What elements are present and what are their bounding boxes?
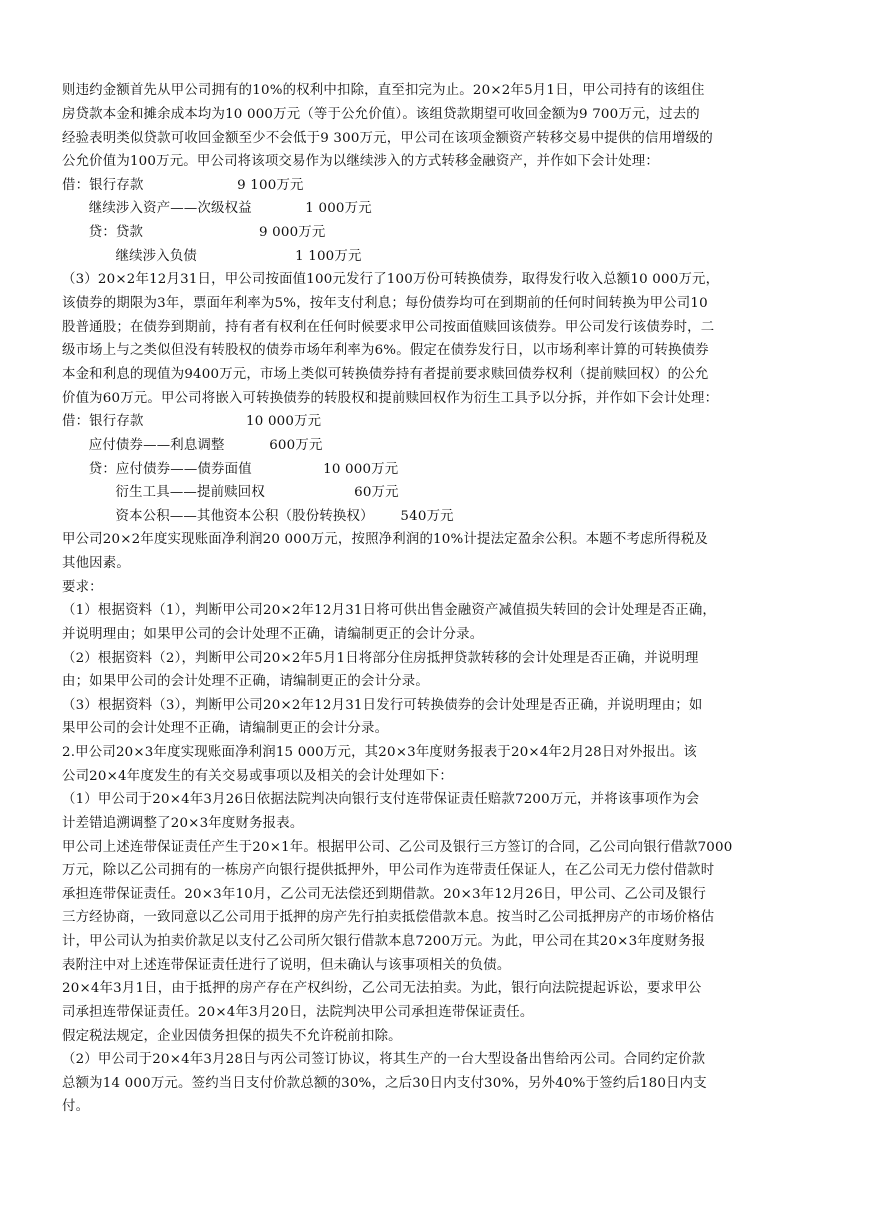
journal-debit-line: 借：银行存款 9 100万元: [62, 178, 304, 193]
text-line: （3）20×2年12月31日，甲公司按面值100元发行了100万份可转换债券，取得发行收入总额10 000万元，: [62, 272, 720, 287]
text-line: 计差错追溯调整了20×3年度财务报表。: [62, 816, 304, 831]
text-line: 果甲公司的会计处理不正确，请编制更正的会计分录。: [62, 721, 389, 736]
text-line: （1）甲公司于20×4年3月26日依据法院判决向银行支付连带保证责任赔款7200万元，并将该事项作为会: [62, 792, 700, 807]
text-line: 股普通股；在债券到期前，持有者有权利在任何时候要求甲公司按面值赎回该债券。甲公司发行该债券时，二: [62, 320, 715, 335]
journal-debit-line: 借：银行存款 10 000万元: [62, 414, 322, 429]
text-line: 承担连带保证责任。20×3年10月，乙公司无法偿还到期借款。20×3年12月26日，甲公司、乙公司及银行: [62, 887, 706, 902]
text-line: 价值为60万元。甲公司将嵌入可转换债券的转股权和提前赎回权作为衍生工具予以分拆，并作如下会计处理：: [62, 391, 719, 406]
text-line: 假定税法规定，企业因债务担保的损失不允许税前扣除。: [62, 1029, 402, 1044]
text-line: 20×4年3月1日，由于抵押的房产存在产权纠纷，乙公司无法拍卖。为此，银行向法院提起诉讼，要求甲公: [62, 981, 702, 996]
journal-debit-line: 继续涉入资产——次级权益 1 000万元: [62, 201, 372, 216]
text-line: 经验表明类似贷款可收回金额至少不会低于9 300万元，甲公司在该项金额资产转移交易中提供的信用增级的: [62, 131, 713, 146]
text-line: （2）甲公司于20×4年3月28日与丙公司签订协议，将其生产的一台大型设备出售给丙公司。合同约定价款: [62, 1052, 706, 1067]
text-line: （2）根据资料（2），判断甲公司20×2年5月1日将部分住房抵押贷款转移的会计处理是否正确，并说明理: [62, 651, 699, 666]
section-heading: 要求：: [62, 580, 103, 595]
journal-credit-line: 衍生工具——提前赎回权 60万元: [62, 485, 399, 500]
journal-credit-line: 资本公积——其他资本公积（股份转换权） 540万元: [62, 509, 454, 524]
text-line: 甲公司20×2年度实现账面净利润20 000万元，按照净利润的10%计提法定盈余公积。本题不考虑所得税及: [62, 532, 709, 547]
text-line: 级市场上与之类似但没有转股权的债券市场年利率为6%。假定在债券发行日，以市场利率计算的可转换债券: [62, 343, 709, 358]
text-line: 三方经协商，一致同意以乙公司用于抵押的房产先行拍卖抵偿借款本息。按当时乙公司抵押房产的市场价格估: [62, 910, 715, 925]
text-line: 司承担连带保证责任。20×4年3月20日，法院判决甲公司承担连带保证责任。: [62, 1005, 534, 1020]
journal-debit-line: 应付债券——利息调整 600万元: [62, 438, 323, 453]
journal-credit-line: 继续涉入负债 1 100万元: [62, 249, 362, 264]
text-line: 2.甲公司20×3年度实现账面净利润15 000万元，其20×3年度财务报表于20×4年2月28日对外报出。该: [62, 745, 698, 760]
journal-credit-line: 贷：应付债券——债券面值 10 000万元: [62, 462, 399, 477]
text-line: 表附注中对上述连带保证责任进行了说明，但未确认与该事项相关的负债。: [62, 958, 511, 973]
text-line: 则违约金额首先从甲公司拥有的10%的权利中扣除，直至扣完为止。20×2年5月1日，甲公司持有的该组住: [62, 83, 705, 98]
text-line: （3）根据资料（3），判断甲公司20×2年12月31日发行可转换债券的会计处理是否正确，并说明理由；如: [62, 698, 703, 713]
text-line: 计，甲公司认为拍卖价款足以支付乙公司所欠银行借款本息7200万元。为此，甲公司在其20×3年度财务报: [62, 934, 706, 949]
text-line: 公司20×4年度发生的有关交易或事项以及相关的会计处理如下：: [62, 769, 453, 784]
text-line: 房贷款本金和摊余成本均为10 000万元（等于公允价值）。该组贷款期望可收回金额为9 700万元，过去的: [62, 107, 700, 122]
text-line: 其他因素。: [62, 556, 130, 571]
text-line: 万元，除以乙公司拥有的一栋房产向银行提供抵押外，甲公司作为连带责任保证人，在乙公司无力偿付借款时: [62, 863, 715, 878]
text-line: 该债券的期限为3年，票面年利率为5%，按年支付利息；每份债券均可在到期前的任何时间转换为甲公司10: [62, 296, 708, 311]
text-line: 并说明理由；如果甲公司的会计处理不正确，请编制更正的会计分录。: [62, 627, 484, 642]
text-line: 付。: [62, 1099, 90, 1114]
text-line: 总额为14 000万元。签约当日支付价款总额的30%，之后30日内支付30%，另外40%于签约后180日内支: [62, 1076, 707, 1091]
text-line: 本金和利息的现值为9400万元，市场上类似可转换债券持有者提前要求赎回债券权利（提前赎回权）的公允: [62, 367, 709, 382]
text-line: 由；如果甲公司的会计处理不正确，请编制更正的会计分录。: [62, 674, 429, 689]
journal-credit-line: 贷：贷款 9 000万元: [62, 225, 326, 240]
text-line: （1）根据资料（1），判断甲公司20×2年12月31日将可供出售金融资产减值损失转回的会计处理是否正确，: [62, 603, 716, 618]
text-line: 甲公司上述连带保证责任产生于20×1年。根据甲公司、乙公司及银行三方签订的合同，乙公司向银行借款7000: [62, 840, 733, 855]
text-line: 公允价值为100万元。甲公司将该项交易作为以继续涉入的方式转移金融资产，并作如下会计处理：: [62, 154, 659, 169]
